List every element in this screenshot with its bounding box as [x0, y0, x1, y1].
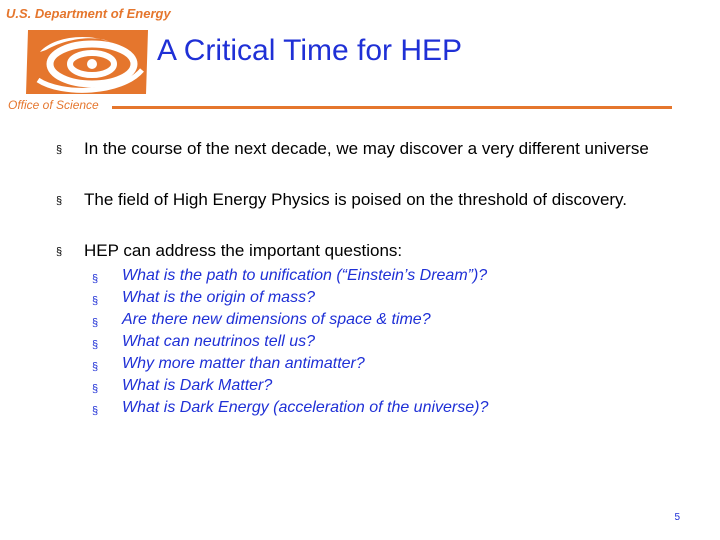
bullet-item	[56, 240, 676, 261]
bullet-icon: §	[56, 144, 63, 156]
question-list	[56, 265, 676, 419]
bullet-list	[56, 138, 676, 419]
question-item	[92, 397, 676, 419]
bullet-icon: §	[56, 195, 63, 207]
sub-bullet-icon: §	[92, 339, 99, 351]
bullet-text: The field of High Energy Physics is poised on the threshold of discovery.	[84, 190, 628, 209]
sub-bullet-icon: §	[92, 295, 99, 307]
page-number: 5	[674, 512, 680, 523]
question-text: What is Dark Matter?	[122, 377, 273, 394]
doe-logo-icon	[12, 22, 162, 102]
question-text: What is the path to unification (“Einstein’s Dream”)?	[122, 267, 488, 284]
question-item	[92, 309, 676, 331]
question-text: What is the origin of mass?	[122, 289, 315, 306]
question-item	[92, 353, 676, 375]
bullet-text: HEP can address the important questions:	[84, 241, 403, 260]
sub-bullet-icon: §	[92, 273, 99, 285]
bullet-item	[56, 189, 676, 210]
question-item	[92, 375, 676, 397]
bullet-text: In the course of the next decade, we may discover a very different universe	[84, 139, 649, 158]
sub-bullet-icon: §	[92, 405, 99, 417]
org-name-bottom: Office of Science	[8, 98, 99, 112]
sub-bullet-icon: §	[92, 317, 99, 329]
question-text: Are there new dimensions of space & time?	[122, 311, 431, 328]
slide-title: A Critical Time for HEP	[157, 34, 463, 67]
bullet-icon: §	[56, 246, 63, 258]
question-text: What is Dark Energy (acceleration of the universe)?	[122, 399, 489, 416]
org-name-top: U.S. Department of Energy	[6, 6, 171, 21]
question-text: What can neutrinos tell us?	[122, 333, 315, 350]
question-text: Why more matter than antimatter?	[122, 355, 365, 372]
question-item	[92, 265, 676, 287]
question-item	[92, 331, 676, 353]
header-divider	[112, 106, 672, 109]
sub-bullet-icon: §	[92, 361, 99, 373]
bullet-item	[56, 138, 676, 159]
sub-bullet-icon: §	[92, 383, 99, 395]
question-item	[92, 287, 676, 309]
